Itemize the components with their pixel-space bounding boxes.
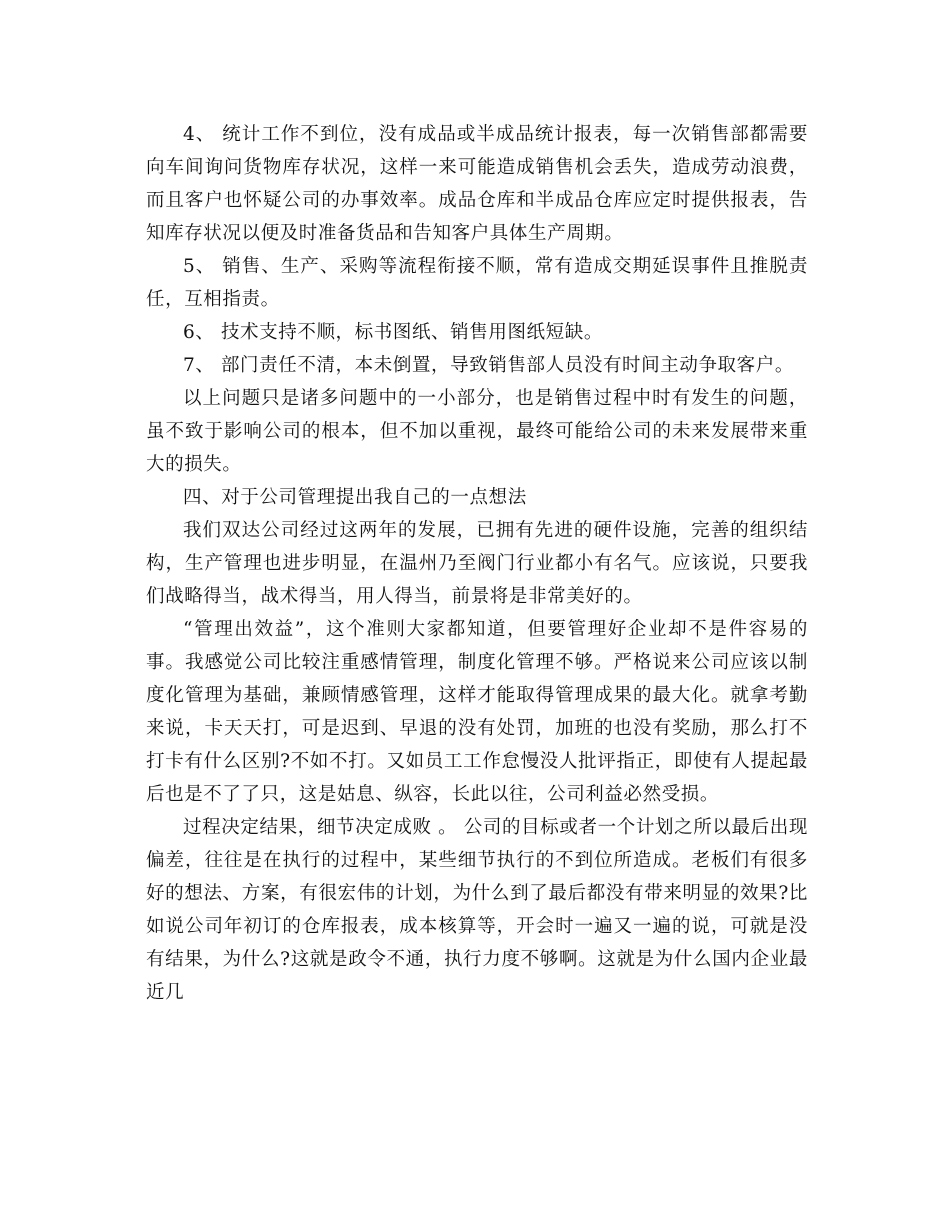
- section-heading: 四、对于公司管理提出我自己的一点想法: [183, 487, 527, 508]
- paragraph-management-benefit: “管理出效益”，这个准则大家都知道，但要管理好企业却不是件容易的事。我感觉公司比较注重感情管理，制度化管理不够。严格说来公司应该以制度化管理为基础，兼顾情感管理，这样才能取得管理成果的最大化。就拿考勤来说，卡天天打，可是迟到、早退的没有处罚，加班的也没有奖励，那么打不打卡有什么区别?不如不打。又如员工工作怠慢没人批评指正，即使有人提起最后也是不了了只，这是姑息、纵容，长此以往，公司利益必然受损。: [146, 619, 808, 805]
- paragraph-company-development: 我们双达公司经过这两年的发展，已拥有先进的硬件设施，完善的组织结构，生产管理也进步明显，在温州乃至阀门行业都小有名气。应该说，只要我们战略得当，战术得当，用人得当，前景将是非常美好的。: [146, 520, 808, 607]
- paragraph-item-7: 7、 部门责任不清，本未倒置，导致销售部人员没有时间主动争取客户。: [183, 355, 794, 376]
- paragraph-summary: 以上问题只是诸多问题中的一小部分，也是销售过程中时有发生的问题，虽不致于影响公司的根本，但不加以重视，最终可能给公司的未来发展带来重大的损失。: [146, 388, 808, 475]
- paragraph-item-4: 4、 统计工作不到位，没有成品或半成品统计报表，每一次销售部都需要向车间询问货物库存状况，这样一来可能造成销售机会丢失，造成劳动浪费，而且客户也怀疑公司的办事效率。成品仓库和半成品仓库应定时提供报表，告知库存状况以便及时准备货品和告知客户具体生产周期。: [146, 124, 808, 244]
- paragraph-item-6: 6、 技术支持不顺，标书图纸、销售用图纸短缺。: [183, 322, 603, 343]
- paragraph-item-5: 5、 销售、生产、采购等流程衔接不顺，常有造成交期延误事件且推脱责任，互相指责。: [146, 256, 808, 310]
- paragraph-process-details: 过程决定结果，细节决定成败 。 公司的目标或者一个计划之所以最后出现偏差，往往是在执行的过程中，某些细节执行的不到位所造成。老板们有很多好的想法、方案，有很宏伟的计划，为什么到了最后都没有带来明显的效果?比如说公司年初订的仓库报表，成本核算等，开会时一遍又一遍的说，可就是没有结果，为什么?这就是政令不通，执行力度不够啊。这就是为什么国内企业最近几: [146, 817, 808, 1003]
- document-body: [146, 118, 808, 1009]
